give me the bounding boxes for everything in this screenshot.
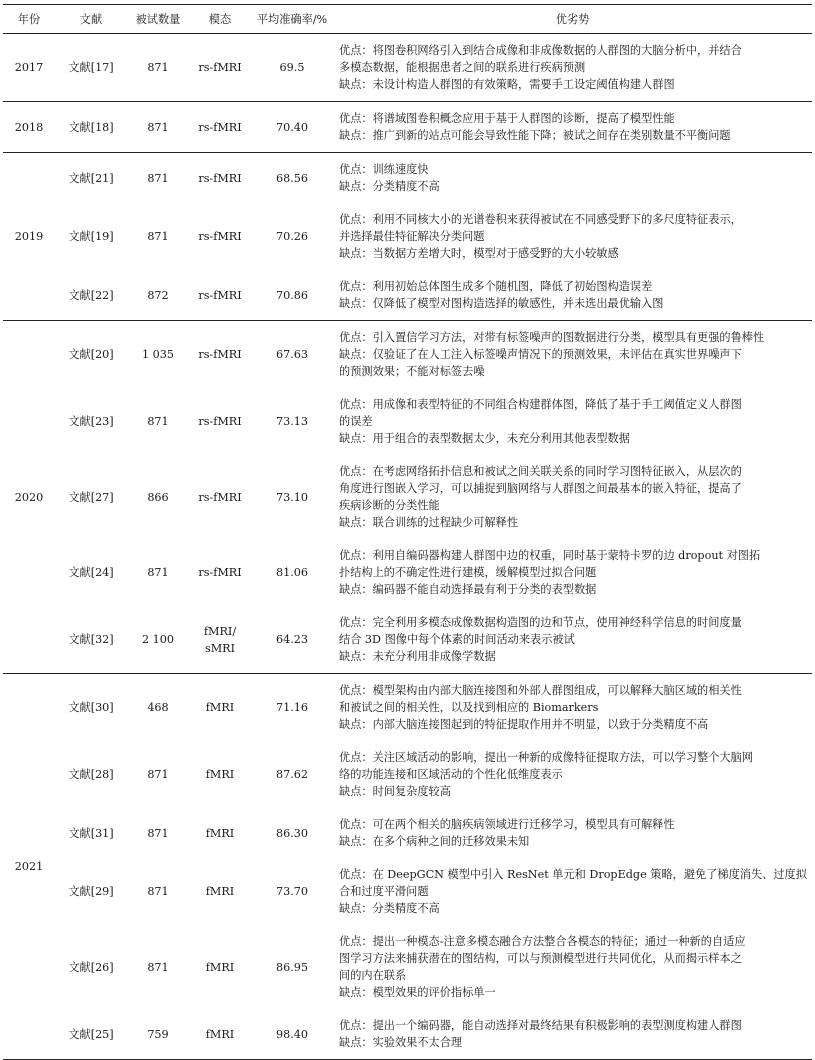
accuracy-cell: 81.06 [275,566,309,579]
pros-cons-line: 优点：将图卷积网络引入到结合成像和非成像数据的人群图的大脑分析中，并结合 [339,44,742,57]
pros-cons-line: 缺点：内部大脑连接图起到的特征提取作用并不明显，以致于分类精度不高 [339,718,709,731]
pros-cons-line: 优点：关注区域活动的影响，提出一种新的成像特征提取方法，可以学习整个大脑网 [339,751,753,764]
pros-cons-line: 优点：在 DeepGCN 模型中引入 ResNet 单元和 DropEdge 策略，避免了梯度消失、过度拟 [339,868,807,881]
reference-cell: 文献[21] [68,171,114,185]
accuracy-cell: 98.40 [275,1027,309,1041]
modality-line: sMRI [204,641,236,655]
table-row [3,741,812,808]
modality-line: rs-fMRI [198,348,242,361]
pros-cons-cell [333,858,812,925]
year-cell: 2019 [14,230,44,243]
subject-count-cell: 871 [147,61,169,74]
pros-cons-line: 扑结构上的不确定性进行建模，缓解模型过拟合问题 [339,566,597,579]
pros-cons-line: 缺点：编码器不能自动选择最有利于分类的表型数据 [339,583,597,596]
table-row [3,270,812,321]
accuracy-cell: 87.62 [275,768,309,781]
modality-cell [189,808,251,858]
pros-cons-line: 图学习方法来捕获潜在的图结构，可以与预测模型进行共同优化，从而揭示样本之 [339,952,742,965]
table-row [3,606,812,674]
pros-cons-line: 优点：引入置信学习方法，对带有标签噪声的图数据进行分类，模型具有更强的鲁棒性 [339,331,765,344]
subject-count-cell: 871 [147,415,169,428]
subject-count-cell: 871 [147,566,169,579]
subject-count-cell: 872 [147,288,169,302]
year-cell: 2020 [14,490,44,504]
pros-cons-cell [333,153,812,204]
reference-cell: 文献[17] [68,61,114,74]
modality-cell [189,1009,251,1060]
pros-cons-line: 优点：利用不同核大小的光谱卷积来获得被试在不同感受野下的多尺度特征表示， [339,213,742,226]
reference-cell: 文献[22] [68,288,114,302]
header-reference: 文献 [79,12,103,26]
pros-cons-line: 优点：训练速度快 [339,163,429,176]
year-group [3,321,812,674]
accuracy-cell: 86.30 [275,826,309,840]
header-accuracy: 平均准确率/% [256,12,328,26]
accuracy-cell: 70.40 [275,120,309,134]
pros-cons-line: 缺点：用于组合的表型数据太少，未充分利用其他表型数据 [339,432,630,445]
pros-cons-line: 的预测效果；不能对标签去噪 [339,365,485,378]
modality-cell [189,203,251,270]
header-year: 年份 [17,12,41,26]
reference-cell: 文献[29] [68,885,114,898]
modality-line: fMRI [205,701,235,714]
modality-line: rs-fMRI [198,288,242,302]
modality-line: rs-fMRI [198,415,242,428]
modality-cell [189,674,251,742]
subject-count-cell: 2 100 [141,633,175,646]
pros-cons-line: 优点：完全利用多模态成像数据构造图的边和节点，使用神经科学信息的时间度量 [339,616,742,629]
table-row [3,925,812,1009]
pros-cons-cell [333,34,812,102]
pros-cons-line: 缺点：分类精度不高 [339,180,440,193]
pros-cons-line: 缺点：未充分利用非成像学数据 [339,650,496,663]
modality-line: fMRI [205,768,235,781]
table-row [3,321,812,389]
modality-line: fMRI [205,826,235,840]
accuracy-cell: 64.23 [275,633,309,646]
modality-cell [189,455,251,539]
pros-cons-line: 络的功能连接和区域活动的个性化低维度表示 [339,768,563,781]
accuracy-cell: 67.63 [275,348,309,361]
subject-count-cell: 1 035 [141,348,175,361]
pros-cons-line: 缺点：未设计构造人群图的有效策略，需要手工设定阈值构建人群图 [339,78,675,91]
modality-cell [189,925,251,1009]
table-row [3,1009,812,1060]
reference-cell: 文献[25] [68,1027,114,1041]
year-group [3,674,812,1060]
modality-line: rs-fMRI [198,171,242,185]
pros-cons-line: 间的内在联系 [339,969,407,982]
pros-cons-line: 缺点：时间复杂度较高 [339,785,451,798]
accuracy-cell: 70.86 [275,288,309,302]
table-header [3,5,812,34]
reference-cell: 文献[32] [68,633,114,646]
header-row [3,5,812,34]
modality-cell [189,858,251,925]
pros-cons-line: 合和过度平滑问题 [339,885,429,898]
modality-cell [189,270,251,321]
reference-cell: 文献[20] [68,348,114,361]
pros-cons-cell [333,388,812,455]
reference-cell: 文献[19] [68,230,114,243]
table-row [3,455,812,539]
modality-line: rs-fMRI [198,566,242,579]
subject-count-cell: 871 [147,960,169,974]
year-cell: 2017 [14,61,44,74]
year-group [3,102,812,153]
table-row [3,34,812,102]
reference-cell: 文献[30] [68,701,114,714]
modality-cell [189,153,251,204]
year-group [3,153,812,321]
pros-cons-line: 疾病诊断的分类性能 [339,499,440,512]
table-row [3,858,812,925]
pros-cons-line: 和被试之间的相关性，以及找到相应的 Biomarkers [339,701,599,714]
modality-line: rs-fMRI [198,120,242,134]
pros-cons-line: 缺点：推广到新的站点可能会导致性能下降；被试之间存在类别数量不平衡问题 [339,129,731,142]
accuracy-cell: 71.16 [275,701,309,714]
subject-count-cell: 871 [147,230,169,243]
pros-cons-cell [333,203,812,270]
year-group [3,34,812,102]
subject-count-cell: 871 [147,885,169,898]
reference-cell: 文献[28] [68,768,114,781]
pros-cons-line: 缺点：分类精度不高 [339,902,440,915]
table-row [3,808,812,858]
pros-cons-line: 的误差 [339,415,373,428]
subject-count-cell: 871 [147,171,169,185]
pros-cons-cell [333,539,812,606]
pros-cons-cell [333,808,812,858]
pros-cons-line: 优点：提出一种模态-注意多模态融合方法整合各模态的特征；通过一种新的自适应 [339,935,746,948]
pros-cons-line: 缺点：模型效果的评价指标单一 [339,986,496,999]
accuracy-cell: 73.70 [275,885,309,898]
pros-cons-line: 并选择最佳特征解决分类问题 [339,230,485,243]
pros-cons-line: 优点：利用初始总体图生成多个随机图，降低了初始图构造误差 [339,280,653,293]
pros-cons-line: 优点：在考虑网络拓扑信息和被试之间关联关系的同时学习图特征嵌入，从层次的 [339,465,742,478]
pros-cons-cell [333,1009,812,1060]
header-subject-count: 被试数量 [135,12,181,26]
pros-cons-cell [333,102,812,153]
reference-cell: 文献[23] [68,415,114,428]
accuracy-cell: 73.10 [275,490,309,504]
reference-cell: 文献[24] [68,566,114,579]
pros-cons-line: 优点：利用自编码器构建人群图中边的权重，同时基于蒙特卡罗的边 dropout 对图拓 [339,549,761,562]
subject-count-cell: 759 [147,1027,169,1041]
accuracy-cell: 68.56 [275,171,309,185]
modality-line: fMRI [205,1027,235,1041]
reference-cell: 文献[26] [68,960,114,974]
table-row [3,388,812,455]
reference-cell: 文献[31] [68,826,114,840]
accuracy-cell: 70.26 [275,230,309,243]
pros-cons-line: 角度进行图嵌入学习，可以捕捉到脑网络与人群图之间最基本的嵌入特征，提高了 [339,482,742,495]
pros-cons-cell [333,321,812,389]
modality-cell [189,606,251,674]
header-pros-cons: 优劣势 [555,12,590,26]
modality-line: rs-fMRI [198,61,242,74]
modality-cell [189,388,251,455]
table-row [3,102,812,153]
pros-cons-line: 优点：可在两个相关的脑疾病领域进行迁移学习，模型具有可解释性 [339,818,675,831]
pros-cons-line: 缺点：仅降低了模型对图构造选择的敏感性，并未选出最优输入图 [339,297,664,310]
subject-count-cell: 871 [147,826,169,840]
subject-count-cell: 871 [147,768,169,781]
pros-cons-line: 缺点：在多个病种之间的迁移效果未知 [339,835,530,848]
pros-cons-cell [333,674,812,742]
pros-cons-line: 多模态数据，能根据患者之间的联系进行疾病预测 [339,61,586,74]
pros-cons-line: 优点：将谱域图卷积概念应用于基于人群图的诊断，提高了模型性能 [339,112,675,125]
modality-cell [189,321,251,389]
modality-cell [189,102,251,153]
accuracy-cell: 73.13 [275,415,309,428]
modality-line: fMRI [205,960,235,974]
table-row [3,539,812,606]
pros-cons-cell [333,455,812,539]
comparison-table [3,4,812,1060]
pros-cons-line: 优点：模型架构由内部大脑连接图和外部人群图组成，可以解释大脑区域的相关性 [339,684,742,697]
modality-line: rs-fMRI [198,490,242,504]
pros-cons-line: 结合 3D 图像中每个体素的时间活动来表示被试 [339,633,575,646]
subject-count-cell: 866 [147,490,169,504]
pros-cons-cell [333,606,812,674]
pros-cons-cell [333,925,812,1009]
reference-cell: 文献[18] [68,120,114,134]
pros-cons-line: 优点：提出一个编码器，能自动选择对最终结果有积极影响的表型测度构建人群图 [339,1019,742,1032]
table-row [3,203,812,270]
header-modality: 模态 [208,12,232,26]
table-row [3,674,812,742]
modality-line: fMRI [205,885,235,898]
modality-line: rs-fMRI [198,230,242,243]
pros-cons-line: 优点：用成像和表型特征的不同组合构建群体图，降低了基于手工阈值定义人群图 [339,398,742,411]
modality-cell [189,34,251,102]
pros-cons-cell [333,270,812,321]
modality-cell [189,539,251,606]
modality-cell [189,741,251,808]
accuracy-cell: 69.5 [279,61,305,74]
subject-count-cell: 468 [147,701,169,714]
table-row [3,153,812,204]
pros-cons-line: 缺点：联合训练的过程缺少可解释性 [339,516,519,529]
modality-line: fMRI/ [203,624,237,638]
reference-cell: 文献[27] [68,490,114,504]
pros-cons-line: 缺点：实验效果不太合理 [339,1036,463,1049]
year-cell: 2021 [14,860,44,873]
accuracy-cell: 86.95 [275,960,309,974]
subject-count-cell: 871 [147,120,169,134]
pros-cons-cell [333,741,812,808]
pros-cons-line: 缺点：当数据方差增大时，模型对于感受野的大小较敏感 [339,247,619,260]
pros-cons-line: 缺点：仅验证了在人工注入标签噪声情况下的预测效果，未评估在真实世界噪声下 [339,348,742,361]
year-cell: 2018 [14,120,44,134]
